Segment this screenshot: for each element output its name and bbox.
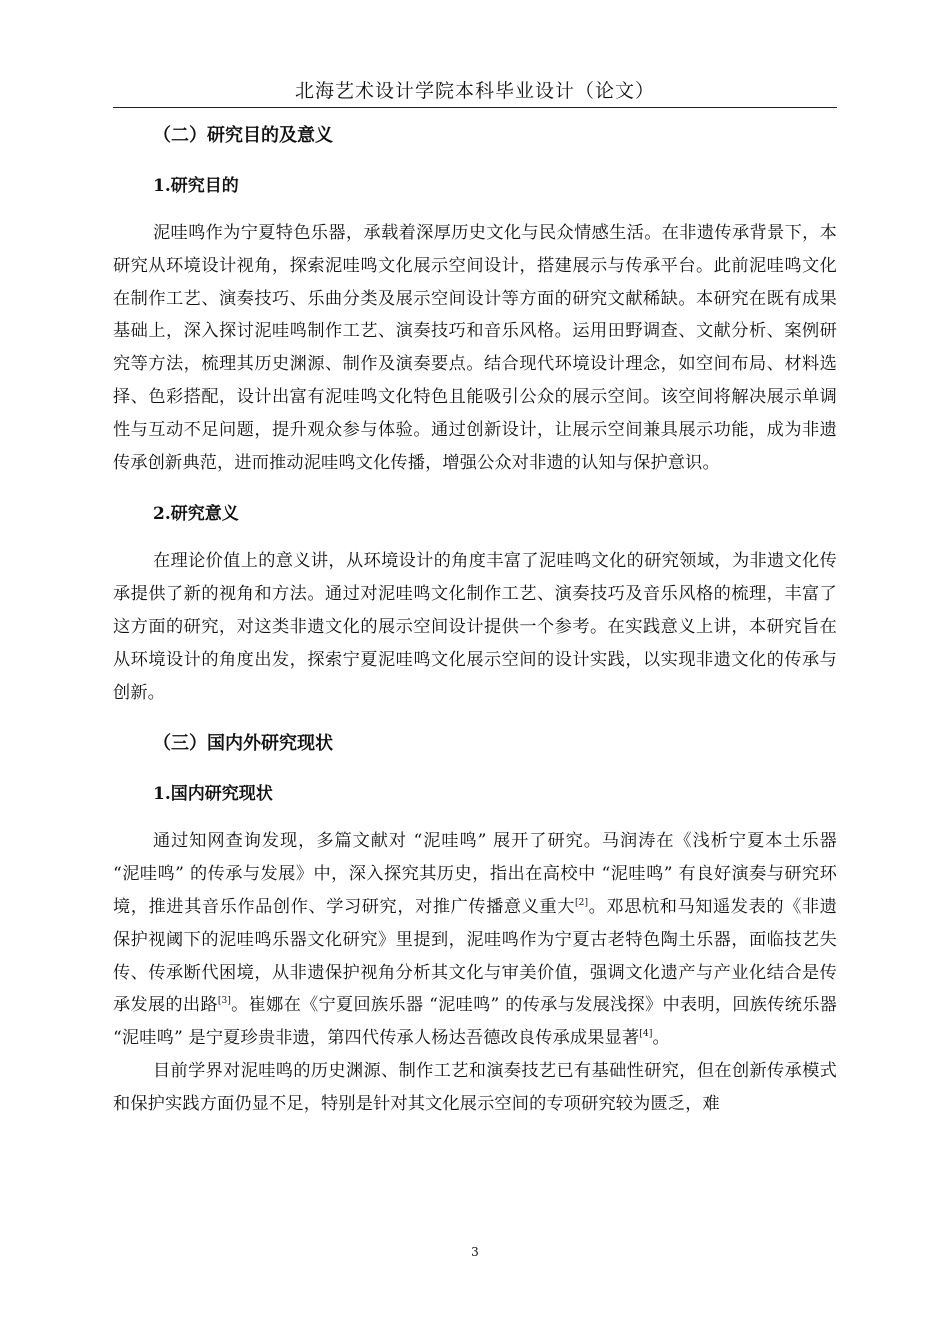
paragraph-research-goal: 泥哇鸣作为宁夏特色乐器，承载着深厚历史文化与民众情感生活。在非遗传承背景下，本研究从环境设计视角，探索泥哇鸣文化展示空间设计，搭建展示与传承平台。此前泥哇鸣文化在制作工艺、演奏技巧、乐曲分类及展示空间设计等方面的研究文献稀缺。本研究在既有成果基础上，深入探讨泥哇鸣制作工艺、演奏技巧和音乐风格。运用田野调查、文献分析、案例研究等方法，梳理其历史渊源、制作及演奏要点。结合现代环境设计理念，如空间布局、材料选择、色彩搭配，设计出富有泥哇鸣文化特色且能吸引公众的展示空间。该空间将解决展示单调性与互动不足问题，提升观众参与体验。通过创新设计，让展示空间兼具展示功能，成为非遗传承创新典范，进而推动泥哇鸣文化传播，增强公众对非遗的认知与保护意识。 xyxy=(113,223,837,473)
section-heading-research-purpose: （二）研究目的及意义 xyxy=(153,125,333,146)
paragraph-research-significance: 在理论价值上的意义讲，从环境设计的角度丰富了泥哇鸣文化的研究领域，为非遗文化传承提供了新的视角和方法。通过对泥哇鸣文化制作工艺、演奏技巧及音乐风格的梳理，丰富了这方面的研究，对这类非遗文化的展示空间设计提供一个参考。在实践意义上讲，本研究旨在从环境设计的角度出发，探索宁夏泥哇鸣文化展示空间的设计实践，以实现非遗文化的传承与创新。 xyxy=(113,551,837,703)
text-run: 。 xyxy=(652,1028,670,1049)
text-run: 。崔娜在《宁夏回族乐器 “泥哇鸣” 的传承与发展浅探》中表明，回族传统乐器 “泥哇鸣” 是宁夏珍贵非遗，第四代传承人杨达吾德改良传承成果显著 xyxy=(113,995,837,1049)
paragraph-domestic-status xyxy=(113,825,837,1055)
subheading-domestic-status: 1.国内研究现状 xyxy=(153,784,273,805)
page-number: 3 xyxy=(471,1245,479,1259)
citation-ref-2: [2] xyxy=(575,897,589,908)
text-run: 通过知网查询发现，多篇文献对 “泥哇鸣” 展开了研究。马润涛在《浅析宁夏本土乐器 “泥哇鸣” 的传承与发展》中，深入探究其历史，指出在高校中 “泥哇鸣” 有良好演奏与研究环境，推进其音乐作品创作、学习研究，对推广传播意义重大 xyxy=(113,831,837,917)
text-run: 。邓思杭和马知遥发表的《非遗保护视阈下的泥哇鸣乐器文化研究》里提到，泥哇鸣作为宁夏古老特色陶土乐器，面临技艺失传、传承断代困境，从非遗保护视角分析其文化与审美价值，强调文化遗产与产业化结合是传承发展的出路 xyxy=(113,896,837,1016)
header-rule xyxy=(113,107,837,108)
subheading-research-goal: 1.研究目的 xyxy=(153,176,239,196)
citation-ref-3: [3] xyxy=(217,996,232,1007)
section-heading-research-status: （三）国内外研究现状 xyxy=(153,733,333,755)
paragraph-research-gap: 目前学界对泥哇鸣的历史渊源、制作工艺和演奏技艺已有基础性研究，但在创新传承模式和保护实践方面仍显不足，特别是针对其文化展示空间的专项研究较为匮乏，难 xyxy=(113,1060,837,1114)
page-body xyxy=(113,117,837,1121)
subheading-research-significance: 2.研究意义 xyxy=(153,504,239,525)
citation-ref-4: [4] xyxy=(639,1029,653,1040)
running-header: 北海艺术设计学院本科毕业设计（论文） xyxy=(294,80,655,102)
